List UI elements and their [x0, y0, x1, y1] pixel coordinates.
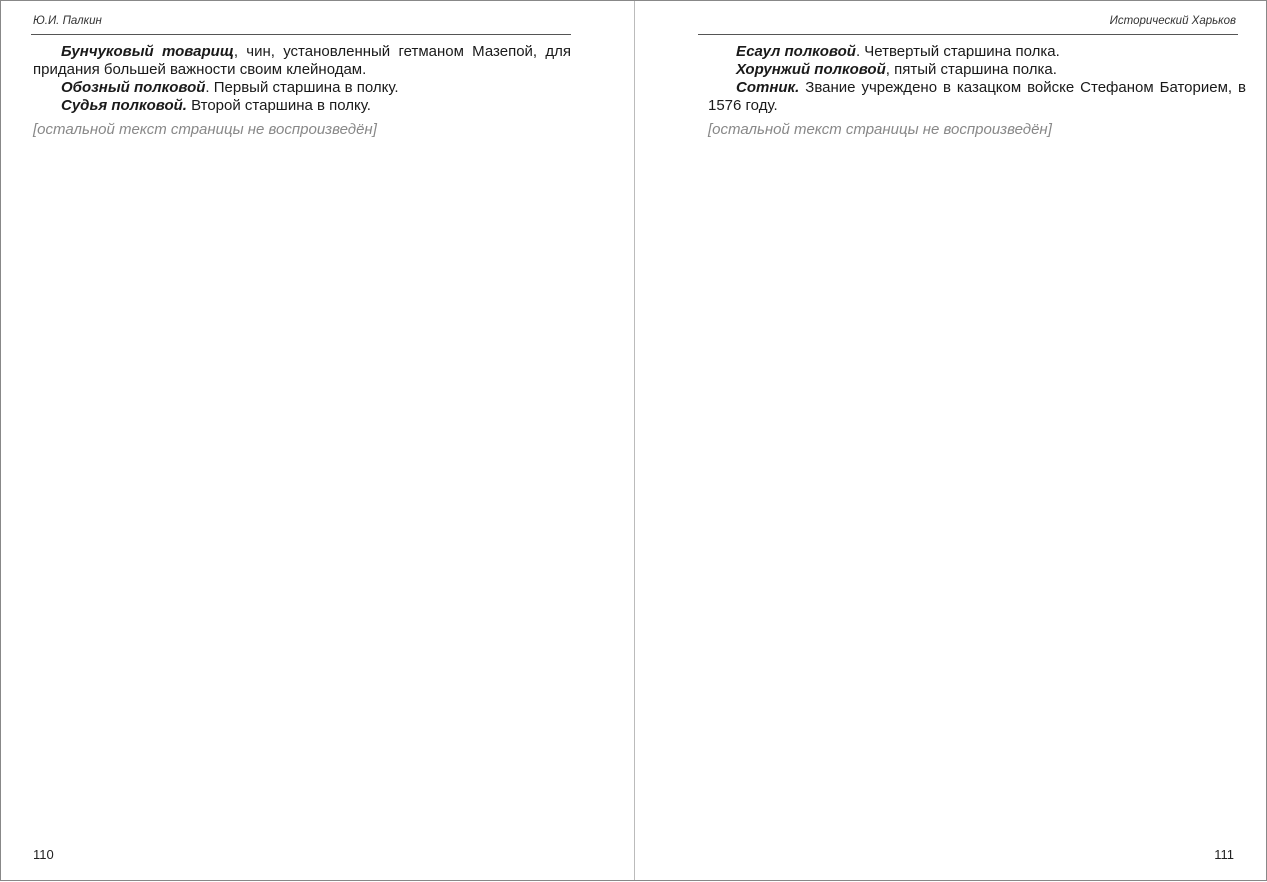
entry-text: Второй старшина в полку. [186, 97, 371, 114]
entry-paragraph [708, 43, 1246, 61]
entry-term: Есаул полковой [736, 43, 856, 60]
entry-text: , пятый старшина полка. [885, 61, 1057, 78]
entry-text: . Первый старшина в полку. [205, 79, 399, 96]
left-page [1, 1, 601, 882]
running-head-right: Исторический Харьков [1109, 15, 1236, 27]
page-number-left: 110 [33, 847, 54, 862]
header-rule-right [698, 34, 1238, 35]
entry-term: Судья полковой. [61, 97, 187, 114]
entry-text: , чин, установленный гетманом Мазепой, для придания большей важности своим клейнодам. [33, 43, 571, 78]
entry-term: Бунчуковый товарищ [61, 43, 234, 60]
running-head-left: Ю.И. Палкин [33, 15, 102, 27]
omitted-text-note: [остальной текст страницы не воспроизведён] [708, 121, 1052, 138]
entry-paragraph [708, 79, 1246, 115]
right-page [668, 1, 1267, 882]
left-page-body [33, 43, 571, 139]
page-number-right: 111 [1214, 847, 1234, 862]
entry-text: Звание учреждено в казацком войске Стефаном Баторием, в 1576 году. [708, 79, 1246, 114]
entry-term: Обозный полковой [61, 79, 206, 96]
entry-term: Хорунжий полковой [736, 61, 886, 78]
entry-paragraph [33, 97, 571, 115]
entry-paragraph [33, 79, 571, 97]
entry-paragraph [33, 43, 571, 79]
entry-paragraph [708, 61, 1246, 79]
gutter [634, 1, 635, 880]
entry-term: Сотник. [736, 79, 800, 96]
right-page-body [708, 43, 1246, 139]
omitted-text-note: [остальной текст страницы не воспроизведён] [33, 121, 377, 138]
entry-text: . Четвертый старшина полка. [855, 43, 1060, 60]
header-rule-left [31, 34, 571, 35]
